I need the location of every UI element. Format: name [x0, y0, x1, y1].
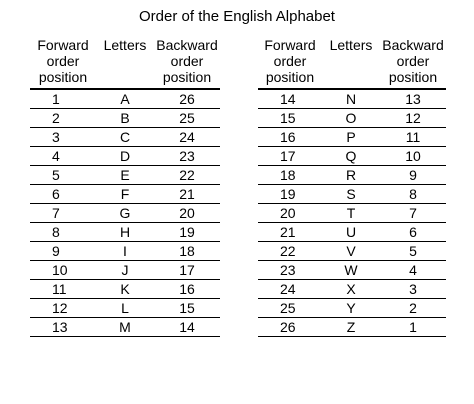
backward-position-cell: 14	[154, 318, 220, 337]
backward-position-cell: 7	[380, 204, 446, 223]
backward-position-cell: 8	[380, 185, 446, 204]
table-row	[30, 318, 220, 337]
forward-position-cell: 15	[258, 109, 322, 128]
backward-position-cell: 3	[380, 280, 446, 299]
forward-position-cell: 17	[258, 147, 322, 166]
alphabet-table-right	[258, 37, 446, 337]
backward-header-line: Backward	[382, 37, 444, 53]
letter-cell: Y	[322, 299, 380, 318]
backward-header	[380, 37, 446, 89]
backward-position-cell: 24	[154, 128, 220, 147]
forward-position-cell: 26	[258, 318, 322, 337]
letters-header	[322, 37, 380, 89]
forward-position-cell: 7	[30, 204, 96, 223]
forward-header-line: order	[273, 53, 307, 69]
letter-cell: K	[96, 280, 154, 299]
forward-position-cell: 12	[30, 299, 96, 318]
table-row	[30, 223, 220, 242]
table-row	[30, 166, 220, 185]
backward-position-cell: 18	[154, 242, 220, 261]
letters-header-label: Letters	[103, 37, 147, 53]
forward-header-line: position	[38, 69, 88, 85]
header-row	[30, 37, 220, 89]
backward-header	[154, 37, 220, 89]
forward-position-cell: 23	[258, 261, 322, 280]
forward-position-cell: 16	[258, 128, 322, 147]
forward-position-cell: 19	[258, 185, 322, 204]
letter-cell: T	[322, 204, 380, 223]
backward-position-cell: 25	[154, 109, 220, 128]
forward-position-cell: 2	[30, 109, 96, 128]
letter-cell: S	[322, 185, 380, 204]
letter-cell: F	[96, 185, 154, 204]
forward-position-cell: 10	[30, 261, 96, 280]
backward-header-line: position	[162, 69, 212, 85]
forward-position-cell: 1	[30, 89, 96, 109]
table-row	[258, 89, 446, 109]
table-row	[258, 185, 446, 204]
backward-position-cell: 21	[154, 185, 220, 204]
forward-position-cell: 3	[30, 128, 96, 147]
table-row	[258, 280, 446, 299]
backward-position-cell: 19	[154, 223, 220, 242]
letter-cell: E	[96, 166, 154, 185]
backward-position-cell: 20	[154, 204, 220, 223]
backward-position-cell: 10	[380, 147, 446, 166]
backward-header-line: order	[170, 53, 204, 69]
table-row	[30, 128, 220, 147]
backward-position-cell: 4	[380, 261, 446, 280]
forward-position-cell: 8	[30, 223, 96, 242]
forward-header-line: position	[265, 69, 315, 85]
forward-header-line: Forward	[264, 37, 316, 53]
forward-position-cell: 22	[258, 242, 322, 261]
alphabet-table-left	[30, 37, 220, 337]
table-row	[258, 318, 446, 337]
forward-position-cell: 6	[30, 185, 96, 204]
table-row	[258, 242, 446, 261]
table-row	[30, 204, 220, 223]
table-row	[258, 128, 446, 147]
forward-header	[30, 37, 96, 89]
backward-position-cell: 17	[154, 261, 220, 280]
table-row	[258, 299, 446, 318]
table-row	[258, 109, 446, 128]
letter-cell: W	[322, 261, 380, 280]
letter-cell: P	[322, 128, 380, 147]
backward-position-cell: 1	[380, 318, 446, 337]
letter-cell: J	[96, 261, 154, 280]
backward-position-cell: 5	[380, 242, 446, 261]
table-row	[258, 147, 446, 166]
forward-position-cell: 5	[30, 166, 96, 185]
letters-header-label: Letters	[329, 37, 373, 53]
letter-cell: B	[96, 109, 154, 128]
forward-position-cell: 4	[30, 147, 96, 166]
table-row	[258, 166, 446, 185]
letter-cell: R	[322, 166, 380, 185]
letters-header	[96, 37, 154, 89]
letter-cell: V	[322, 242, 380, 261]
forward-position-cell: 11	[30, 280, 96, 299]
backward-position-cell: 15	[154, 299, 220, 318]
forward-header-line: Forward	[37, 37, 89, 53]
forward-position-cell: 25	[258, 299, 322, 318]
forward-position-cell: 9	[30, 242, 96, 261]
letter-cell: A	[96, 89, 154, 109]
backward-position-cell: 2	[380, 299, 446, 318]
letter-cell: I	[96, 242, 154, 261]
letter-cell: Q	[322, 147, 380, 166]
letter-cell: C	[96, 128, 154, 147]
backward-position-cell: 13	[380, 89, 446, 109]
table-row	[258, 261, 446, 280]
letter-cell: D	[96, 147, 154, 166]
letter-cell: U	[322, 223, 380, 242]
table-row	[30, 280, 220, 299]
backward-position-cell: 11	[380, 128, 446, 147]
table-row	[30, 147, 220, 166]
forward-position-cell: 20	[258, 204, 322, 223]
backward-position-cell: 22	[154, 166, 220, 185]
table-row	[258, 204, 446, 223]
backward-position-cell: 6	[380, 223, 446, 242]
backward-position-cell: 23	[154, 147, 220, 166]
right-table-body	[258, 89, 446, 337]
letter-cell: M	[96, 318, 154, 337]
letter-cell: O	[322, 109, 380, 128]
page-title: Order of the English Alphabet	[139, 8, 335, 25]
forward-position-cell: 13	[30, 318, 96, 337]
forward-position-cell: 14	[258, 89, 322, 109]
letter-cell: N	[322, 89, 380, 109]
forward-position-cell: 18	[258, 166, 322, 185]
table-row	[30, 109, 220, 128]
backward-position-cell: 12	[380, 109, 446, 128]
forward-header-line: order	[46, 53, 80, 69]
letter-cell: Z	[322, 318, 380, 337]
forward-header	[258, 37, 322, 89]
forward-position-cell: 21	[258, 223, 322, 242]
table-row	[30, 299, 220, 318]
forward-position-cell: 24	[258, 280, 322, 299]
left-table-body	[30, 89, 220, 337]
backward-header-line: Backward	[156, 37, 218, 53]
table-row	[30, 89, 220, 109]
backward-position-cell: 16	[154, 280, 220, 299]
letter-cell: L	[96, 299, 154, 318]
table-row	[258, 223, 446, 242]
letter-cell: X	[322, 280, 380, 299]
table-row	[30, 185, 220, 204]
letter-cell: H	[96, 223, 154, 242]
backward-position-cell: 26	[154, 89, 220, 109]
table-row	[30, 242, 220, 261]
backward-header-line: position	[388, 69, 438, 85]
letter-cell: G	[96, 204, 154, 223]
backward-header-line: order	[396, 53, 430, 69]
header-row	[258, 37, 446, 89]
table-row	[30, 261, 220, 280]
backward-position-cell: 9	[380, 166, 446, 185]
